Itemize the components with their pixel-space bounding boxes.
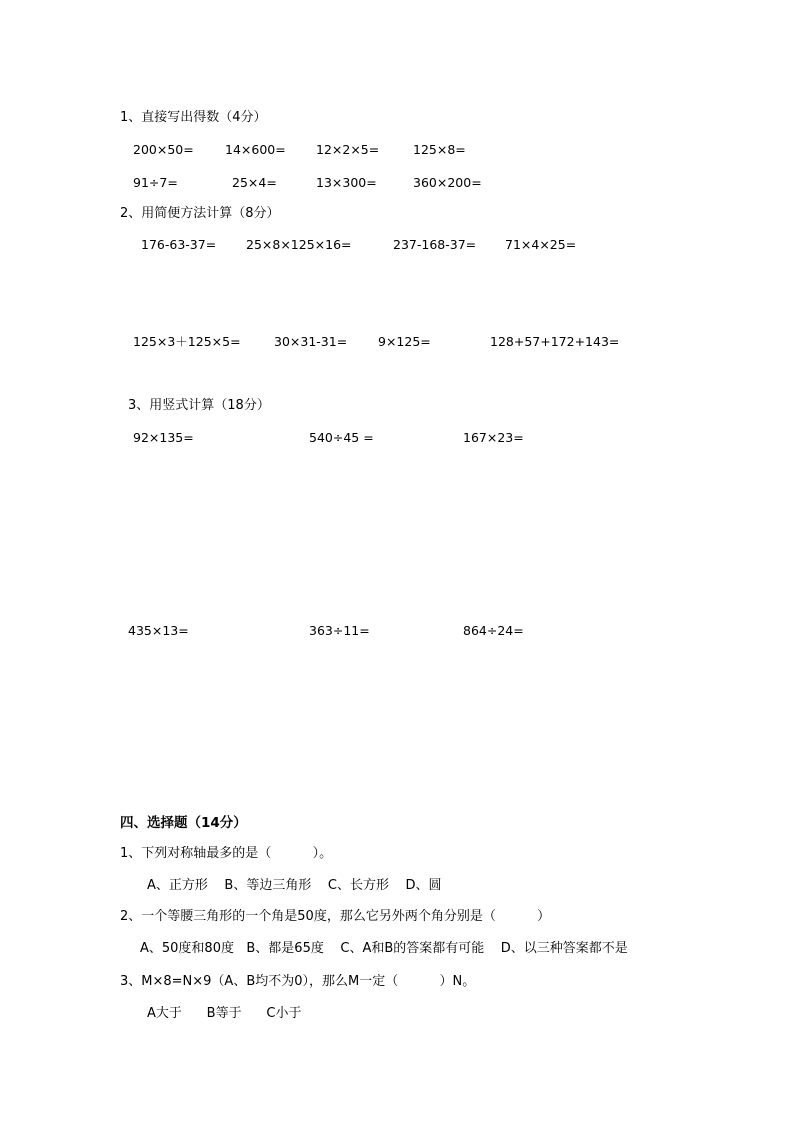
- expr-3-4: 435×13=: [128, 623, 189, 638]
- expr-2-7: 9×125=: [378, 334, 431, 349]
- expr-2-1: 176-63-37=: [141, 237, 217, 252]
- expr-2-2: 25×8×125×16=: [246, 237, 352, 252]
- expr-1-7: 13×300=: [316, 175, 377, 190]
- section-3-heading: 3、用竖式计算（18分）: [128, 398, 270, 413]
- expr-3-6: 864÷24=: [463, 623, 524, 638]
- question-2-stem: 2、一个等腰三角形的一个角是50度，那么它另外两个角分别是（ ）: [120, 909, 551, 924]
- section-2-heading: 2、用简便方法计算（8分）: [120, 206, 280, 221]
- expr-3-2: 540÷45 =: [309, 430, 374, 445]
- expr-1-8: 360×200=: [413, 175, 482, 190]
- expr-1-3: 12×2×5=: [316, 142, 380, 157]
- section-1-heading: 1、直接写出得数（4分）: [120, 110, 267, 125]
- expr-1-5: 91÷7=: [133, 175, 178, 190]
- expr-3-1: 92×135=: [133, 430, 194, 445]
- expr-3-3: 167×23=: [463, 430, 524, 445]
- question-3-stem: 3、M×8=N×9（A、B均不为0），那么M一定（ ）N。: [120, 974, 476, 989]
- question-3-options: A大于 B等于 C小于: [147, 1006, 302, 1021]
- expr-2-6: 30×31-31=: [274, 334, 348, 349]
- question-2-options: A、50度和80度 B、都是65度 C、A和B的答案都有可能 D、以三种答案都不是: [140, 941, 628, 956]
- expr-2-3: 237-168-37=: [393, 237, 477, 252]
- section-4-heading: 四、选择题（14分）: [120, 815, 247, 831]
- expr-3-5: 363÷11=: [309, 623, 370, 638]
- question-1-stem: 1、下列对称轴最多的是（ ）。: [120, 846, 333, 861]
- expr-1-6: 25×4=: [232, 175, 277, 190]
- expr-2-5: 125×3＋125×5=: [133, 334, 241, 349]
- expr-1-2: 14×600=: [225, 142, 286, 157]
- expr-1-4: 125×8=: [413, 142, 466, 157]
- expr-1-1: 200×50=: [133, 142, 194, 157]
- question-1-options: A、正方形 B、等边三角形 C、长方形 D、圆: [147, 878, 442, 893]
- expr-2-8: 128+57+172+143=: [490, 334, 620, 349]
- expr-2-4: 71×4×25=: [505, 237, 577, 252]
